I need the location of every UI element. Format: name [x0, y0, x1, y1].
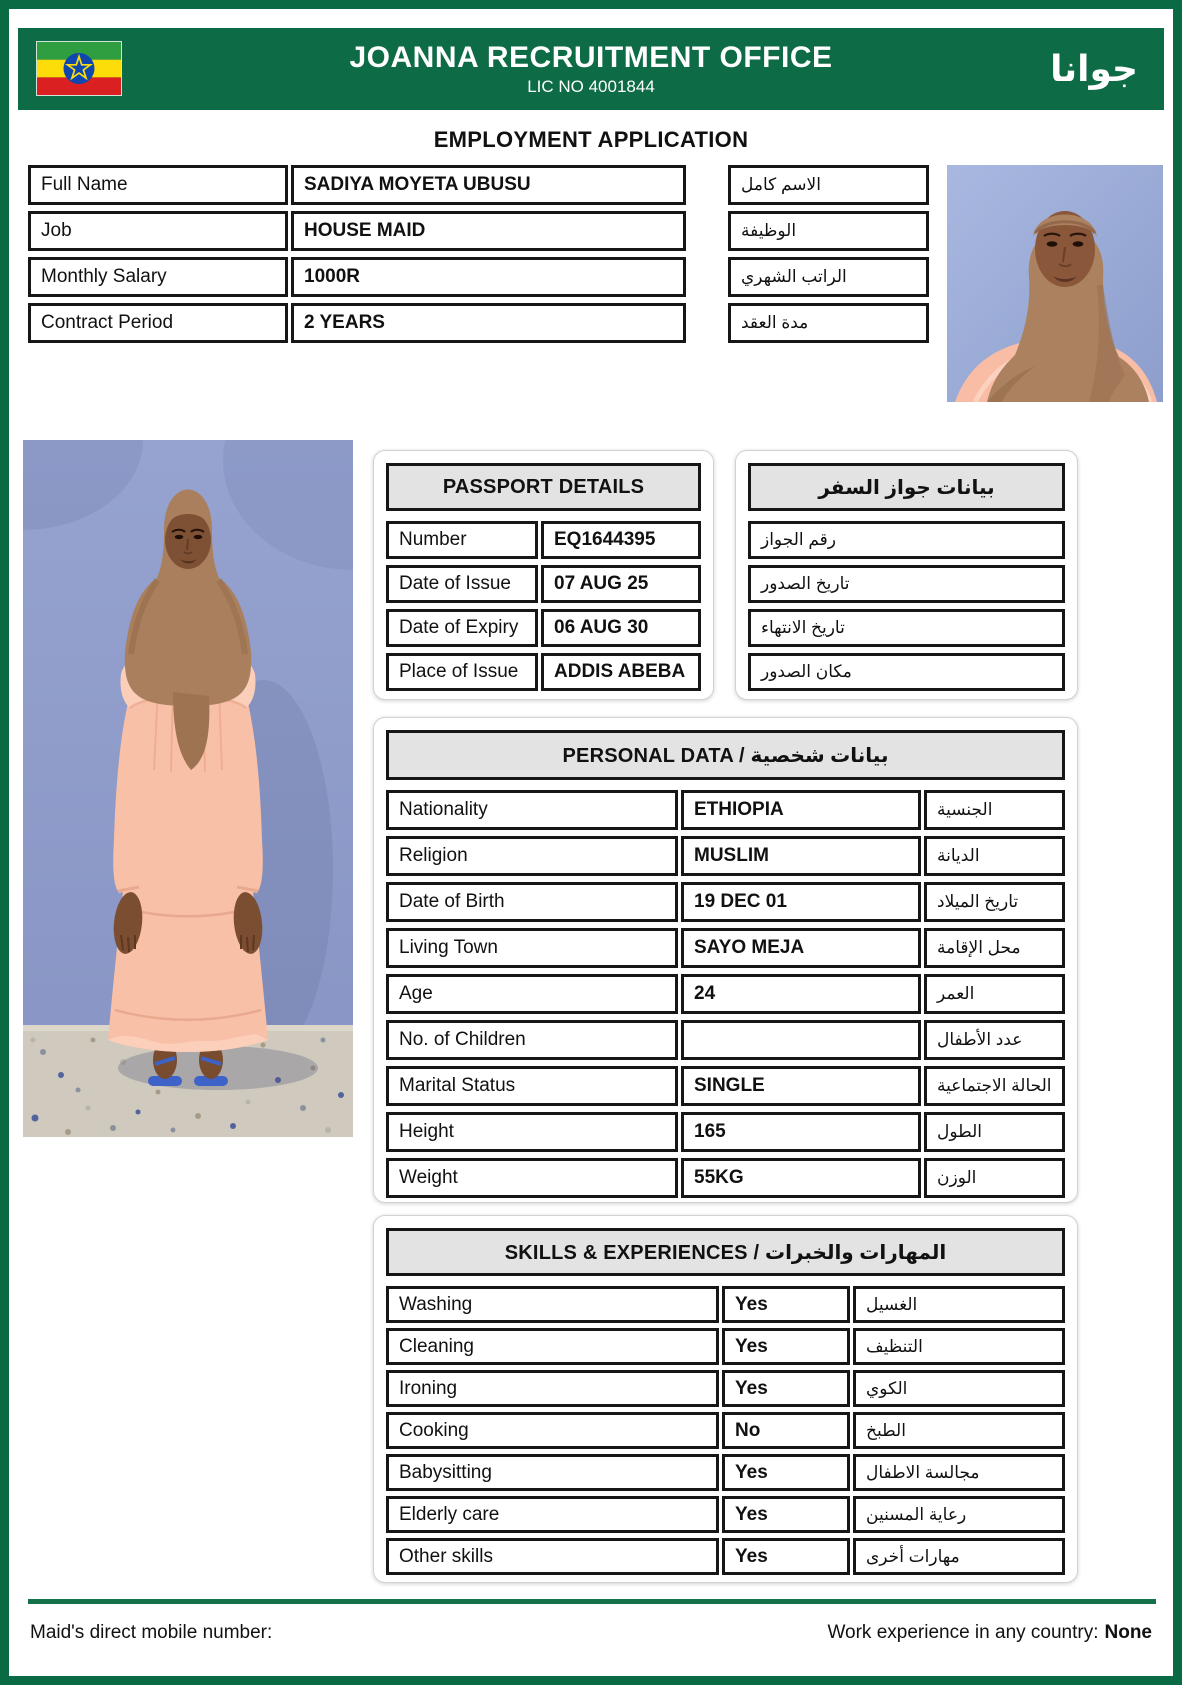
field-value: SAYO MEJA — [681, 928, 921, 968]
table-row — [386, 1158, 1065, 1198]
field-value — [681, 1020, 921, 1060]
field-label-arabic: الغسيل — [853, 1286, 1065, 1323]
field-label-arabic: تاريخ الميلاد — [924, 882, 1065, 922]
field-label: Elderly care — [386, 1496, 719, 1533]
field-label: Age — [386, 974, 678, 1014]
field-value: Yes — [722, 1370, 850, 1407]
passport-details-title: PASSPORT DETAILS — [386, 463, 701, 511]
summary-table — [28, 165, 929, 349]
page-title: EMPLOYMENT APPLICATION — [433, 127, 749, 152]
field-label: Cooking — [386, 1412, 719, 1449]
office-name-arabic: جوانا — [1050, 48, 1138, 89]
table-row — [386, 521, 701, 559]
field-label: Babysitting — [386, 1454, 719, 1491]
license-number: LIC NO 4001844 — [527, 77, 655, 97]
mobile-number-label: Maid's direct mobile number: — [30, 1622, 273, 1643]
field-label: Marital Status — [386, 1066, 678, 1106]
table-row — [748, 521, 1065, 559]
skills-title: SKILLS & EXPERIENCES / المهارات والخبرات — [386, 1228, 1065, 1276]
table-row — [386, 836, 1065, 876]
work-experience — [827, 1622, 1152, 1644]
field-label: Other skills — [386, 1538, 719, 1575]
table-row — [386, 1496, 1065, 1533]
header-bar — [18, 28, 1164, 110]
field-label: No. of Children — [386, 1020, 678, 1060]
table-row — [386, 1370, 1065, 1407]
field-value: 2 YEARS — [291, 303, 686, 343]
table-row — [386, 1286, 1065, 1323]
field-label-arabic: الطول — [924, 1112, 1065, 1152]
field-label-arabic: رقم الجواز — [748, 521, 1065, 559]
table-row — [748, 653, 1065, 691]
field-label: Date of Birth — [386, 882, 678, 922]
field-value: 24 — [681, 974, 921, 1014]
personal-data-title: PERSONAL DATA / بيانات شخصية — [386, 730, 1065, 780]
maid-portrait-photo — [947, 165, 1163, 402]
table-row — [28, 257, 929, 297]
field-label-arabic: مدة العقد — [728, 303, 929, 343]
table-row — [386, 1538, 1065, 1575]
field-label-arabic: الديانة — [924, 836, 1065, 876]
field-label: Living Town — [386, 928, 678, 968]
table-row — [28, 211, 929, 251]
table-row — [386, 565, 701, 603]
field-label-arabic: التنظيف — [853, 1328, 1065, 1365]
field-label: Religion — [386, 836, 678, 876]
field-label: Full Name — [28, 165, 288, 205]
field-label: Height — [386, 1112, 678, 1152]
field-value: ADDIS ABEBA — [541, 653, 701, 691]
field-value: Yes — [722, 1538, 850, 1575]
field-label: Ironing — [386, 1370, 719, 1407]
field-label-arabic: رعاية المسنين — [853, 1496, 1065, 1533]
field-label-arabic: عدد الأطفال — [924, 1020, 1065, 1060]
field-label: Weight — [386, 1158, 678, 1198]
office-name: JOANNA RECRUITMENT OFFICE — [349, 40, 833, 74]
table-row — [386, 882, 1065, 922]
field-label-arabic: العمر — [924, 974, 1065, 1014]
table-row — [386, 1412, 1065, 1449]
table-row — [28, 165, 929, 205]
maid-full-body-photo — [23, 440, 353, 1137]
passport-details-title-arabic: بيانات جواز السفر — [748, 463, 1065, 511]
table-row — [386, 1454, 1065, 1491]
table-row — [386, 1328, 1065, 1365]
field-label: Washing — [386, 1286, 719, 1323]
skills-panel — [373, 1215, 1078, 1583]
field-label: Nationality — [386, 790, 678, 830]
field-label-arabic: الاسم كامل — [728, 165, 929, 205]
table-row — [386, 1112, 1065, 1152]
table-row — [386, 609, 701, 647]
field-value: HOUSE MAID — [291, 211, 686, 251]
field-label-arabic: محل الإقامة — [924, 928, 1065, 968]
field-label-arabic: مهارات أخرى — [853, 1538, 1065, 1575]
field-value: SINGLE — [681, 1066, 921, 1106]
table-row — [386, 974, 1065, 1014]
passport-details-panel-arabic — [735, 450, 1078, 700]
field-value: 1000R — [291, 257, 686, 297]
passport-details-panel — [373, 450, 714, 700]
field-label-arabic: الوزن — [924, 1158, 1065, 1198]
field-value: 55KG — [681, 1158, 921, 1198]
field-value: Yes — [722, 1286, 850, 1323]
table-row — [386, 1020, 1065, 1060]
field-label-arabic: الراتب الشهري — [728, 257, 929, 297]
field-value: Yes — [722, 1454, 850, 1491]
field-value: Yes — [722, 1496, 850, 1533]
header-titles — [18, 28, 1164, 110]
field-value: MUSLIM — [681, 836, 921, 876]
field-label-arabic: الوظيفة — [728, 211, 929, 251]
field-label: Job — [28, 211, 288, 251]
table-row — [748, 609, 1065, 647]
personal-data-panel — [373, 717, 1078, 1203]
field-label-arabic: تاريخ الصدور — [748, 565, 1065, 603]
field-label-arabic: الحالة الاجتماعية — [924, 1066, 1065, 1106]
field-value: No — [722, 1412, 850, 1449]
field-label: Cleaning — [386, 1328, 719, 1365]
field-value: 165 — [681, 1112, 921, 1152]
field-label-arabic: مجالسة الاطفال — [853, 1454, 1065, 1491]
field-label: Place of Issue — [386, 653, 538, 691]
field-label: Date of Expiry — [386, 609, 538, 647]
field-label: Monthly Salary — [28, 257, 288, 297]
table-row — [28, 303, 929, 343]
field-value: SADIYA MOYETA UBUSU — [291, 165, 686, 205]
field-value: Yes — [722, 1328, 850, 1365]
field-value: 19 DEC 01 — [681, 882, 921, 922]
field-label-arabic: الجنسية — [924, 790, 1065, 830]
table-row — [748, 565, 1065, 603]
field-label-arabic: تاريخ الانتهاء — [748, 609, 1065, 647]
footer-divider — [28, 1599, 1156, 1604]
field-label-arabic: مكان الصدور — [748, 653, 1065, 691]
table-row — [386, 1066, 1065, 1106]
work-experience-label: Work experience in any country: — [827, 1622, 1099, 1643]
field-label: Number — [386, 521, 538, 559]
work-experience-value: None — [1104, 1622, 1152, 1643]
field-value: EQ1644395 — [541, 521, 701, 559]
table-row — [386, 928, 1065, 968]
footer — [30, 1622, 1152, 1644]
field-value: 07 AUG 25 — [541, 565, 701, 603]
table-row — [386, 653, 701, 691]
field-label: Contract Period — [28, 303, 288, 343]
field-label: Date of Issue — [386, 565, 538, 603]
field-value: 06 AUG 30 — [541, 609, 701, 647]
table-row — [386, 790, 1065, 830]
field-label-arabic: الكوي — [853, 1370, 1065, 1407]
field-label-arabic: الطبخ — [853, 1412, 1065, 1449]
field-value: ETHIOPIA — [681, 790, 921, 830]
